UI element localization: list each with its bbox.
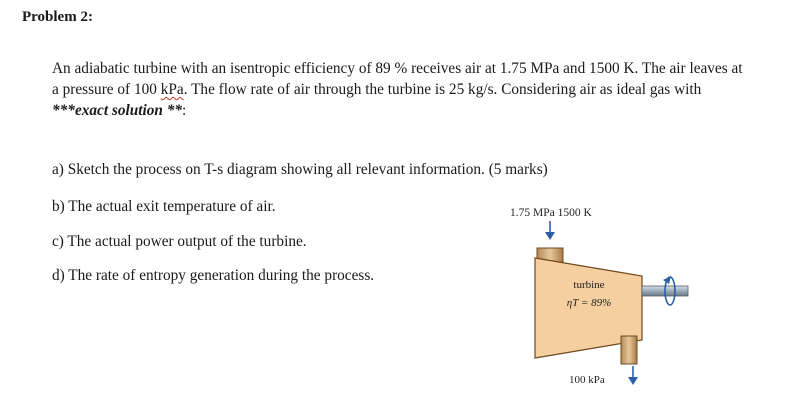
statement-part2: . The flow rate of air through the turbine is 25 kg/s. Considering air as ideal gas with <box>183 81 702 98</box>
question-a: a) Sketch the process on T-s diagram showing all relevant information. (5 marks) <box>52 161 548 178</box>
problem-title: Problem 2: <box>22 9 93 25</box>
efficiency-label: ηT = 89% <box>566 297 612 309</box>
statement-exact-solution: ***exact solution ** <box>52 102 183 119</box>
outlet-arrow <box>628 366 638 385</box>
inlet-label: 1.75 MPa 1500 K <box>510 207 592 219</box>
statement-kpa-unit: kPa <box>160 81 184 98</box>
problem-statement <box>52 58 752 121</box>
outlet-label: 100 kPa <box>569 374 605 386</box>
outlet-pipe <box>621 336 637 364</box>
turbine-figure <box>500 200 710 392</box>
statement-part1: An adiabatic turbine with an isentropic efficiency of 89 % receives air at 1.75 MPa and 1500 K. The air leaves at a pressure of 100 <box>52 60 743 98</box>
statement-end: : <box>182 102 187 119</box>
question-b: b) The actual exit temperature of air. <box>52 198 276 215</box>
inlet-arrow <box>545 221 555 240</box>
question-d: d) The rate of entropy generation during the process. <box>52 267 375 284</box>
turbine-label: turbine <box>573 279 605 291</box>
question-c: c) The actual power output of the turbine. <box>52 233 307 250</box>
